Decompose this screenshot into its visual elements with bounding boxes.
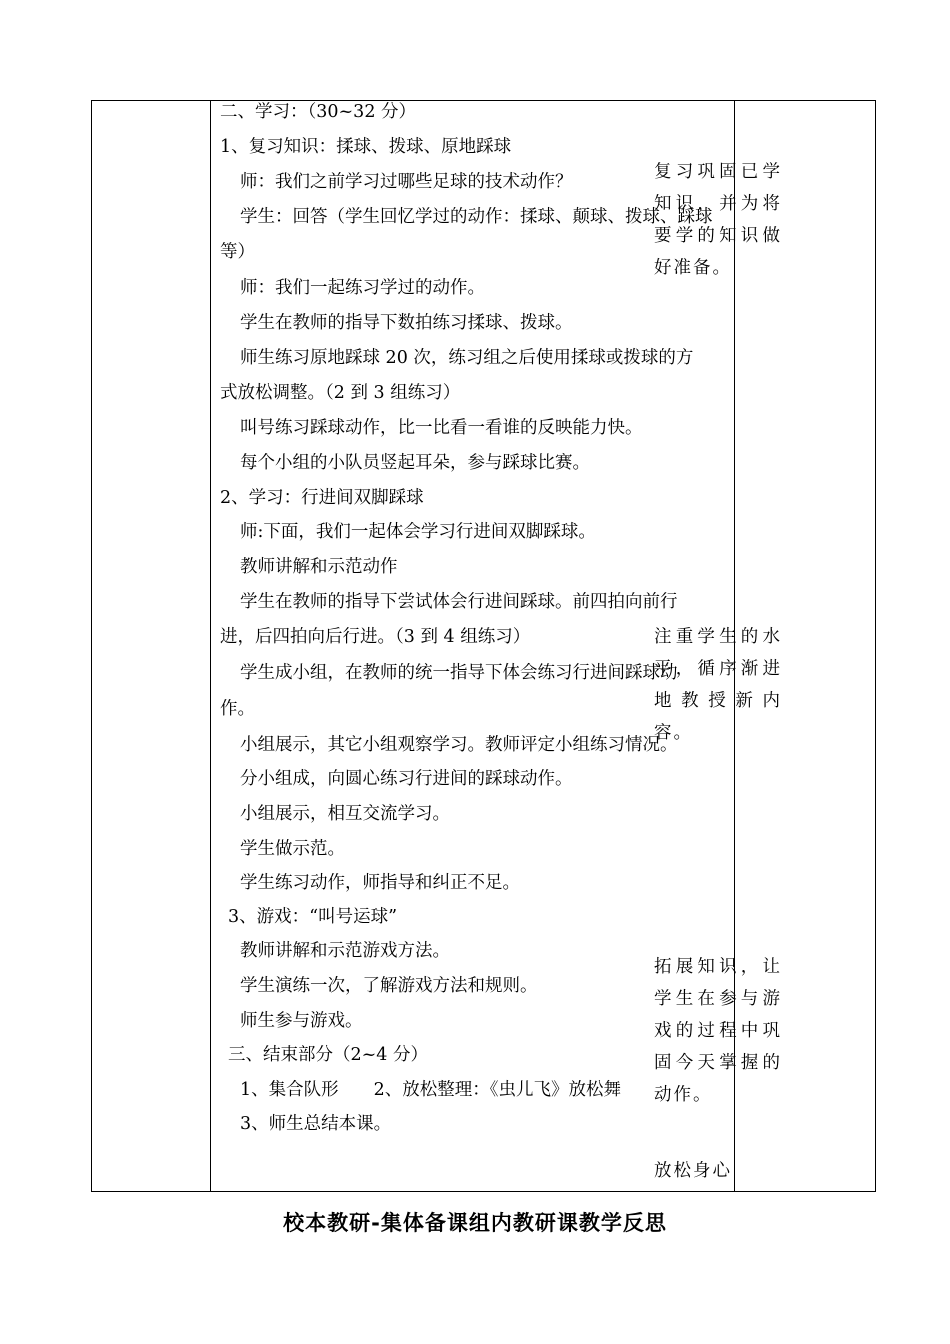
page-footer-title: 校本教研-集体备课组内教研课教学反思 [283,1211,667,1235]
text-line: 师生参与游戏。 [240,1011,363,1031]
text-line: 师：我们之前学习过哪些足球的技术动作？ [240,172,573,192]
note-game: 拓展知识，让学生在参与游戏的过程中巩固今天掌握的动作。 [654,957,782,1105]
text-line: 式放松调整。（2 到 3 组练习） [220,383,461,403]
text-line: 1、集合队形 2、放松整理：《虫儿飞》放松舞 [240,1080,622,1100]
text-line: 学生演练一次，了解游戏方法和规则。 [240,976,538,996]
section-heading: 3、游戏：“叫号运球” [228,907,398,927]
section-heading: 2、学习：行进间双脚踩球 [220,488,424,508]
column-divider-left [210,101,211,1191]
text-line: 教师讲解和示范游戏方法。 [240,941,450,961]
text-line: 进，后四拍向后行进。（3 到 4 组练习） [220,627,531,647]
text-line: 1、复习知识：揉球、拨球、原地踩球 [220,137,512,157]
text-line: 学生做示范。 [240,839,345,859]
text-line: 等） [220,242,255,262]
text-line: 师生练习原地踩球 20 次，练习组之后使用揉球或拨球的方 [240,348,694,368]
text-line: 小组展示，其它小组观察学习。教师评定小组练习情况。 [240,735,678,755]
text-line: 小组展示，相互交流学习。 [240,804,450,824]
text-line: 教师讲解和示范动作 [240,557,398,577]
note-relax: 放松身心 [654,1161,732,1181]
text-line: 分小组成，向圆心练习行进间的踩球动作。 [240,769,573,789]
text-line: 叫号练习踩球动作，比一比看一看谁的反映能力快。 [240,418,643,438]
text-line: 3、师生总结本课。 [240,1114,392,1134]
text-line: 学生在教师的指导下尝试体会行进间踩球。前四拍向前行 [240,592,678,612]
text-line: 作。 [220,699,255,719]
section-heading: 三、结束部分（2~4 分） [228,1045,428,1065]
note-new-content: 注重学生的水平，循序渐进地教授新内容。 [654,627,782,743]
note-review: 复习巩固已学知识，并为将要学的知识做好准备。 [654,162,782,278]
text-line: 师：我们一起练习学过的动作。 [240,278,485,298]
section-heading: 二、学习：（30~32 分） [220,102,417,122]
text-line: 学生练习动作，师指导和纠正不足。 [240,873,520,893]
text-line: 学生在教师的指导下数拍练习揉球、拨球。 [240,313,573,333]
text-line: 师:下面，我们一起体会学习行进间双脚踩球。 [240,522,596,542]
text-line: 每个小组的小队员竖起耳朵，参与踩球比赛。 [240,453,590,473]
text-line: 学生：回答（学生回忆学过的动作：揉球、颠球、拨球、踩球 [240,207,713,227]
text-line: 学生成小组，在教师的统一指导下体会练习行进间踩球动 [240,663,678,683]
